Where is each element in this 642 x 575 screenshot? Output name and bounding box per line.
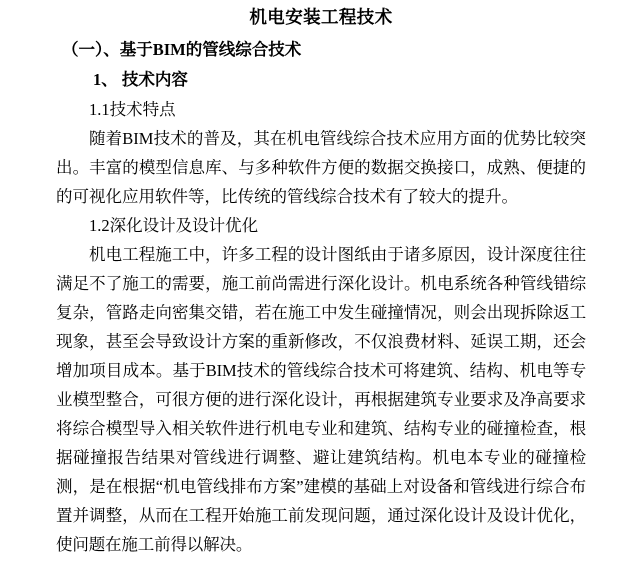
subsection-heading: 1、 技术内容: [93, 70, 188, 89]
topic-1-heading: 1.1技术特点: [89, 100, 176, 119]
page-title: 机电安装工程技术: [249, 7, 393, 27]
topic-1-paragraph: 随着BIM技术的普及，其在机电管线综合技术应用方面的优势比较突出。丰富的模型信息库、与多种软件方便的数据交换接口，成熟、便捷的的可视化应用软件等，比传统的管线综合技术有了较大的提升。: [56, 129, 586, 206]
topic-2-paragraph: 机电工程施工中，许多工程的设计图纸由于诸多原因，设计深度往往满足不了施工的需要，施工前尚需进行深化设计。机电系统各种管线错综复杂，管路走向密集交错，若在施工中发生碰撞情况，则会出现拆除返工现象，甚至会导致设计方案的重新修改，不仅浪费材料、延误工期，还会增加项目成本。基于BIM技术的管线综合技术可将建筑、结构、机电等专业模型整合，可很方便的进行深化设计，再根据建筑专业要求及净高要求将综合模型导入相关软件进行机电专业和建筑、结构专业的碰撞检查，根据碰撞报告结果对管线进行调整、避让建筑结构。机电本专业的碰撞检测，是在根据“机电管线排布方案”建模的基础上对设备和管线进行综合布置并调整，从而在工程开始施工前发现问题，通过深化设计及设计优化，使问题在施工前得以解决。: [56, 245, 586, 554]
document-page: [0, 2, 642, 575]
section-heading: （一）、基于BIM的管线综合技术: [62, 40, 302, 59]
topic-2-heading: 1.2深化设计及设计优化: [89, 216, 259, 235]
